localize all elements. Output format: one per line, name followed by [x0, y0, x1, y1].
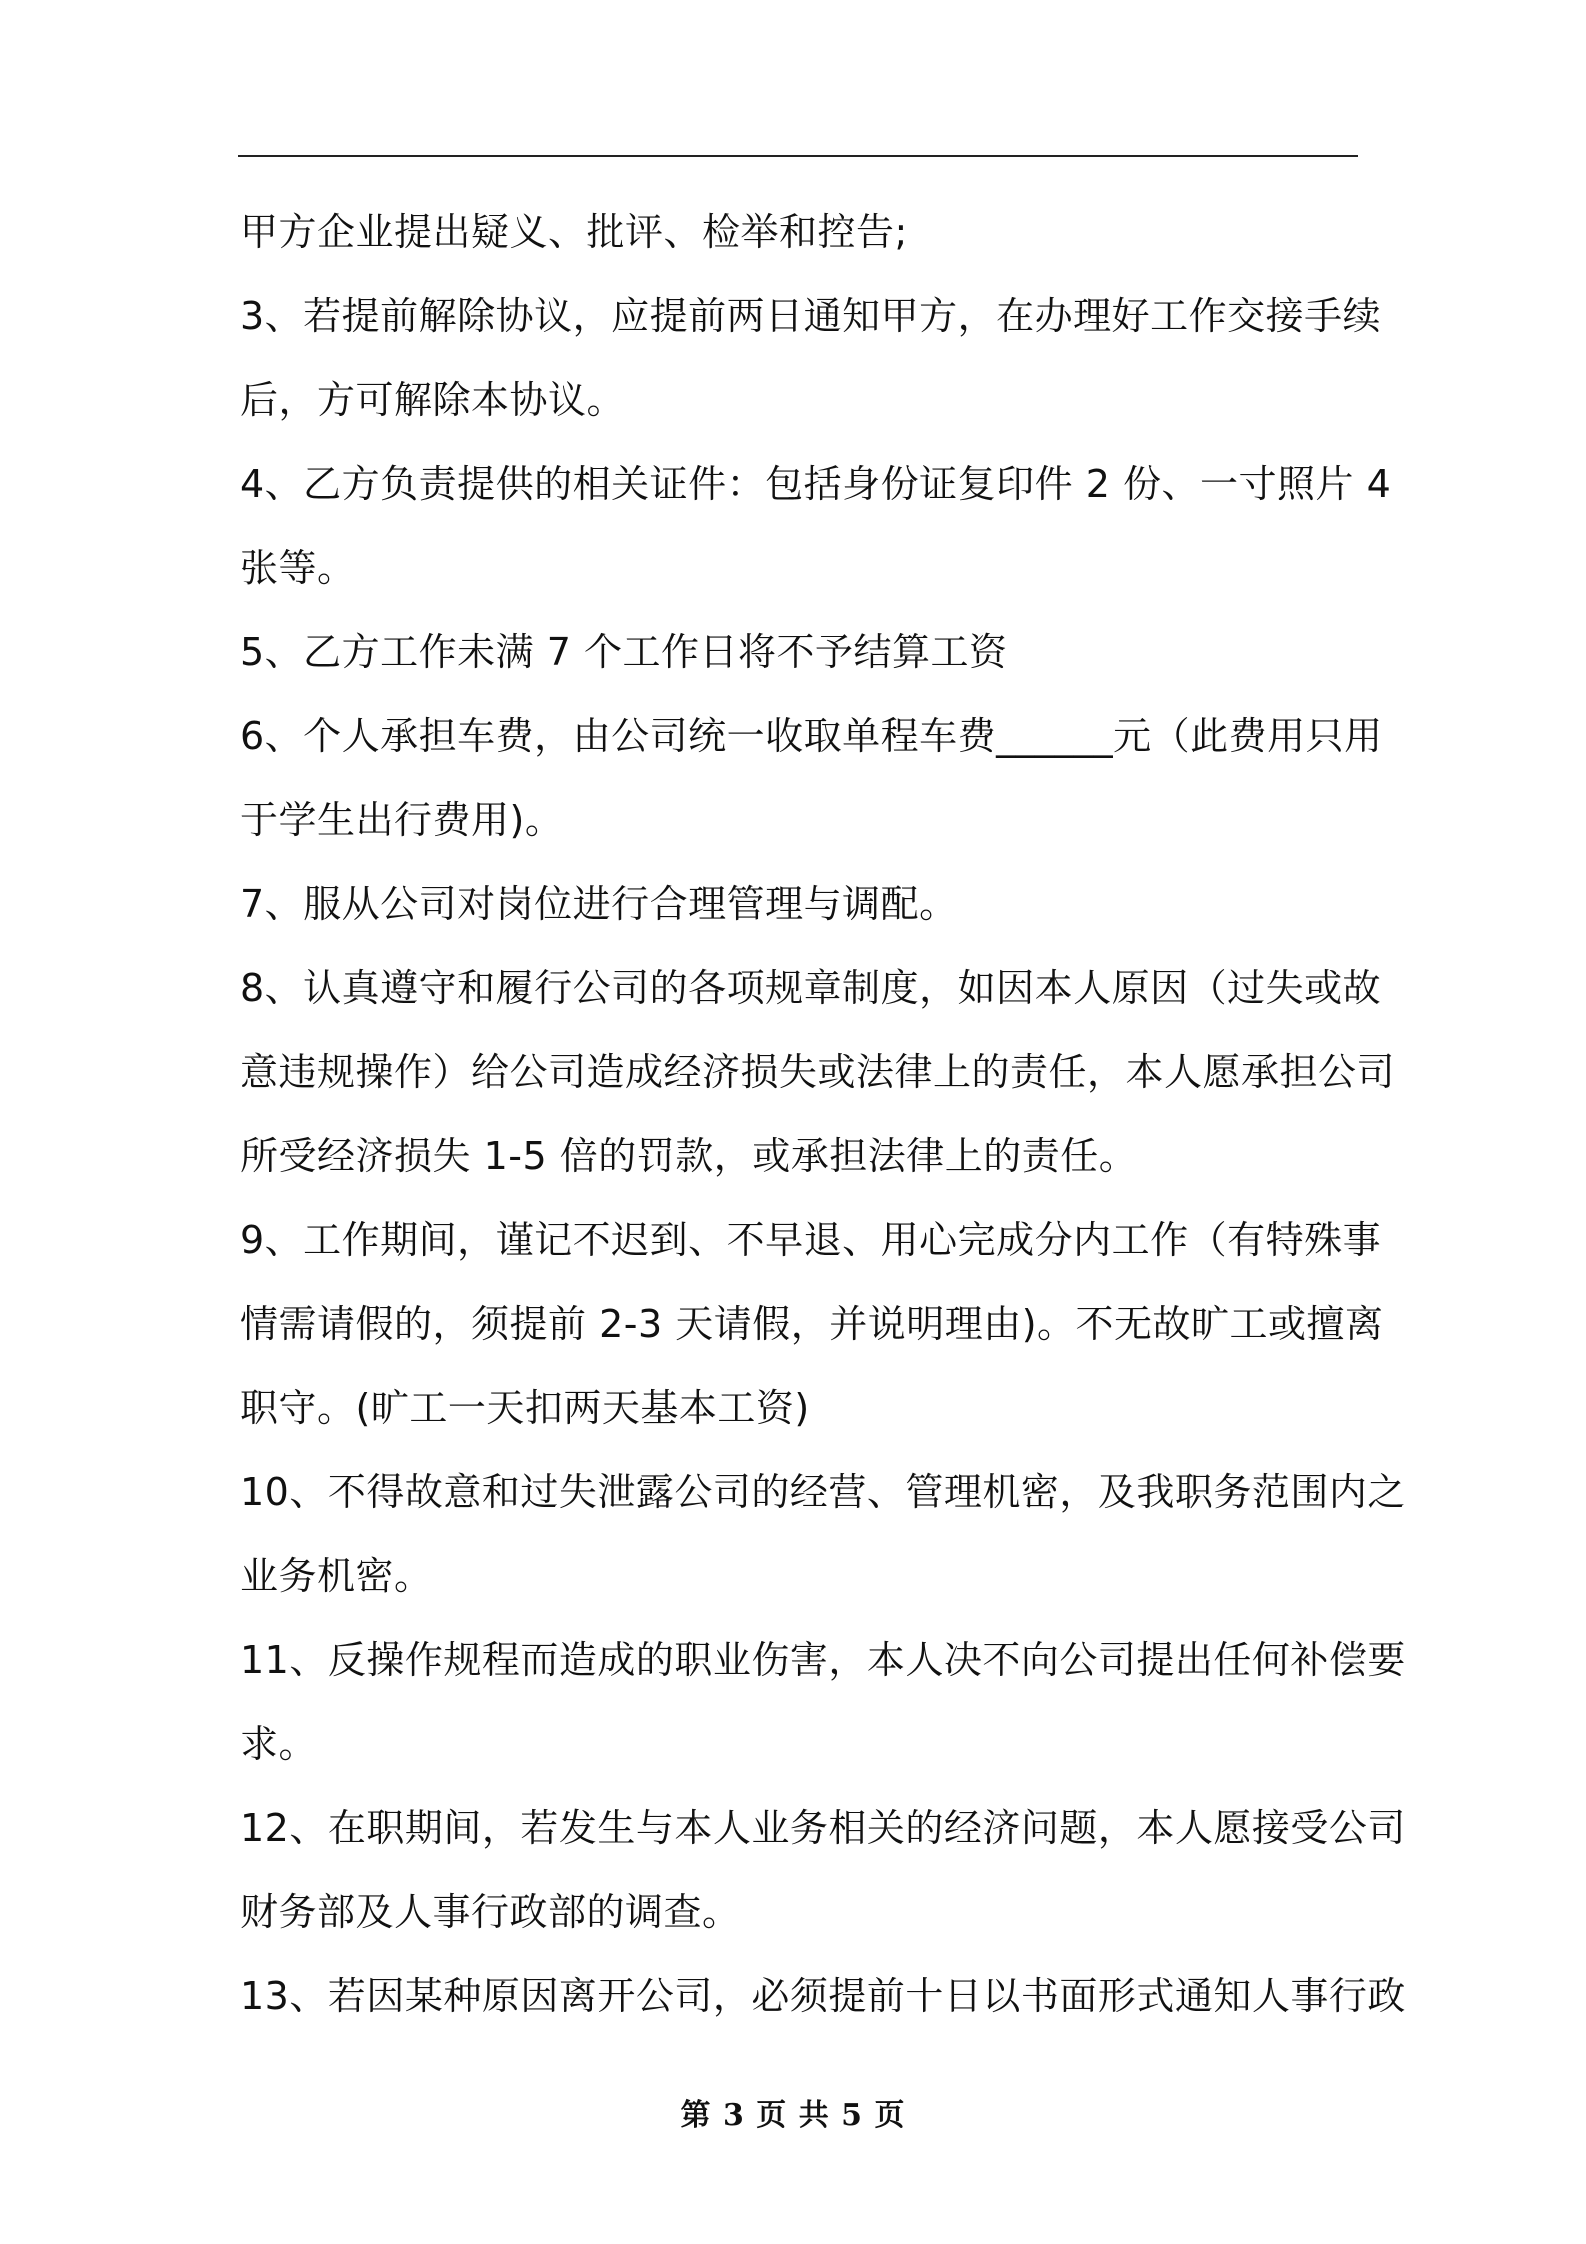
paragraph-line: 9、工作期间，谨记不迟到、不早退、用心完成分内工作（有特殊事: [240, 1218, 1382, 1262]
paragraph-line: 于学生出行费用)。: [240, 798, 564, 842]
paragraph-line: 后，方可解除本协议。: [240, 378, 626, 422]
paragraph-line: 10、不得故意和过失泄露公司的经营、管理机密，及我职务范围内之: [240, 1470, 1406, 1514]
paragraph-line: 5、乙方工作未满 7 个工作日将不予结算工资: [240, 630, 1008, 674]
document-body: [240, 190, 1406, 2038]
paragraph-line: 7、服从公司对岗位进行合理管理与调配。: [240, 882, 958, 926]
paragraph-line: 4、乙方负责提供的相关证件：包括身份证复印件 2 份、一寸照片 4: [240, 462, 1392, 506]
paragraph-line: 张等。: [240, 546, 356, 590]
paragraph-line: 甲方企业提出疑义、批评、检举和控告;: [240, 210, 908, 254]
paragraph-line: 12、在职期间，若发生与本人业务相关的经济问题，本人愿接受公司: [240, 1806, 1406, 1850]
paragraph-line: 6、个人承担车费，由公司统一收取单程车费______元（此费用只用: [240, 714, 1383, 758]
paragraph-line: 求。: [240, 1722, 318, 1766]
paragraph-line: 11、反操作规程而造成的职业伤害，本人决不向公司提出任何补偿要: [240, 1638, 1406, 1682]
paragraph-line: 3、若提前解除协议，应提前两日通知甲方，在办理好工作交接手续: [240, 294, 1382, 338]
paragraph-line: 情需请假的，须提前 2-3 天请假，并说明理由)。不无故旷工或擅离: [240, 1302, 1384, 1346]
paragraph-line: 所受经济损失 1-5 倍的罚款，或承担法律上的责任。: [240, 1134, 1138, 1178]
page-number-footer: 第 3 页 共 5 页: [680, 2098, 906, 2133]
paragraph-line: 13、若因某种原因离开公司，必须提前十日以书面形式通知人事行政: [240, 1974, 1406, 2018]
paragraph-line: 8、认真遵守和履行公司的各项规章制度，如因本人原因（过失或故: [240, 966, 1382, 1010]
header-divider: [238, 155, 1358, 157]
paragraph-line: 职守。(旷工一天扣两天基本工资): [240, 1386, 810, 1430]
paragraph-line: 意违规操作）给公司造成经济损失或法律上的责任，本人愿承担公司: [240, 1050, 1396, 1094]
paragraph-line: 财务部及人事行政部的调查。: [240, 1890, 741, 1934]
paragraph-line: 业务机密。: [240, 1554, 433, 1598]
